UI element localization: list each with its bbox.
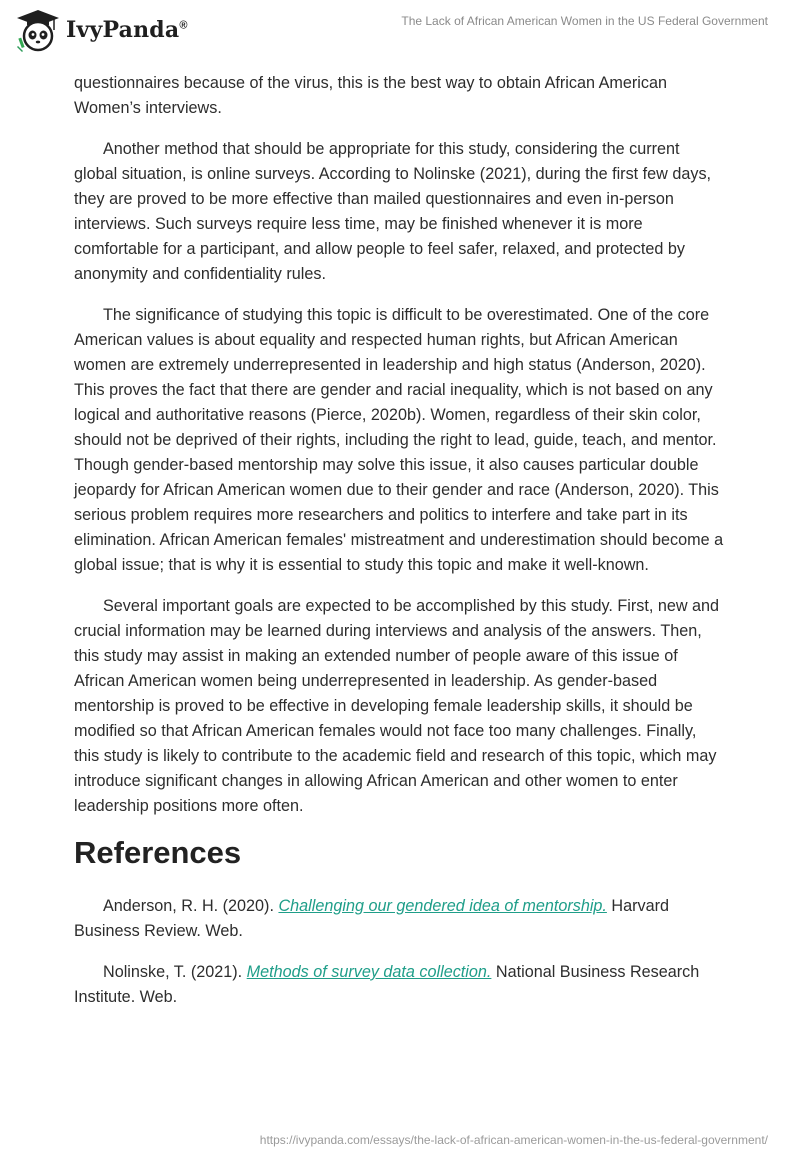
essay-body	[74, 71, 726, 1026]
page-header	[0, 0, 800, 70]
references-heading: References	[74, 835, 242, 870]
panda-graduate-icon	[14, 8, 62, 52]
reference-item: Anderson, R. H. (2020). Challenging our gendered idea of mentorship. Harvard Business Review. Web.	[74, 897, 669, 940]
paragraph-continuation: questionnaires because of the virus, this is the best way to obtain African American Women’s interviews.	[74, 74, 667, 117]
brand-logo[interactable]	[14, 8, 188, 52]
paragraph-online-surveys: Another method that should be appropriate for this study, considering the current global situation, is online surveys. According to Nolinske (2021), during the first few days, they are proved to be more effective than mailed questionnaires and even in-person interviews. Such surveys require less time, may be finished whenever it is more comfortable for a participant, and allow people to feel safer, relaxed, and protected by anonymity and confidentiality rules.	[74, 140, 712, 283]
brand-name: IvyPanda®	[66, 17, 188, 43]
source-url[interactable]: https://ivypanda.com/essays/the-lack-of-african-american-women-in-the-us-federal-government/	[259, 1133, 768, 1147]
reference-item: Nolinske, T. (2021). Methods of survey data collection. National Business Research Institute. Web.	[74, 963, 700, 1006]
reference-link-nolinske[interactable]: Methods of survey data collection.	[246, 963, 492, 981]
paragraph-significance: The significance of studying this topic is difficult to be overestimated. One of the core American values is about equality and respected human rights, but African American women are extremely underrepresented in leadership and high status (Anderson, 2020). This proves the fact that there are gender and racial inequality, which is not based on any logical and authoritative reasons (Pierce, 2020b). Women, regardless of their skin color, should not be deprived of their rights, including the right to lead, guide, teach, and mentor. Though gender-based mentorship may solve this issue, it also causes particular double jeopardy for African American women due to their gender and race (Anderson, 2020). This serious problem requires more researchers and politics to interfere and take part in its elimination. African American females' mistreatment and underestimation should become a global issue; that is why it is essential to study this topic and make it well-known.	[74, 306, 724, 574]
document-title: The Lack of African American Women in the US Federal Government	[401, 14, 768, 28]
reference-link-anderson[interactable]: Challenging our gendered idea of mentorship.	[278, 897, 607, 915]
paragraph-goals: Several important goals are expected to be accomplished by this study. First, new and crucial information may be learned during interviews and analysis of the answers. Then, this study may assist in making an extended number of people aware of this issue of African American women being underrepresented in leadership. As gender-based mentorship is proved to be effective in developing female leadership skills, it should be modified so that African American females would not face too many challenges. Finally, this study is likely to contribute to the academic field and research of this topic, which may introduce significant changes in allowing African American and other women to enter leadership positions more often.	[74, 597, 720, 815]
